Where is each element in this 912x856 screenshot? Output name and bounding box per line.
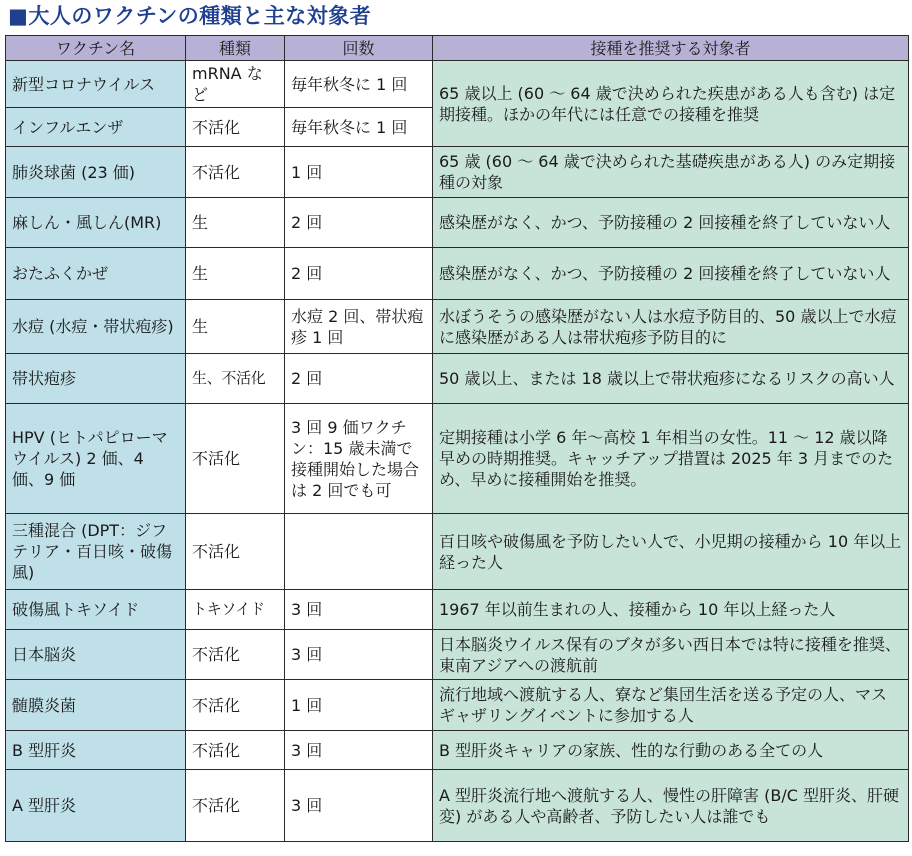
target-cell: 1967 年以前生まれの人、接種から 10 年以上経った人 — [433, 590, 909, 630]
target-cell: 感染歴がなく、かつ、予防接種の 2 回接種を終了していない人 — [433, 248, 909, 300]
target-cell: 日本脳炎ウイルス保有のブタが多い西日本では特に接種を推奨、東南アジアへの渡航前 — [433, 630, 909, 680]
type-cell: 生 — [186, 300, 285, 354]
target-cell: 水ぼうそうの感染歴がない人は水痘予防目的、50 歳以上で水痘に感染歴がある人は帯状疱疹予防目的に — [433, 300, 909, 354]
table-row — [6, 404, 909, 514]
vaccine-name-cell: 日本脳炎 — [6, 630, 186, 680]
count-cell: 2 回 — [285, 248, 433, 300]
type-cell: 不活化 — [186, 680, 285, 731]
target-cell: 50 歳以上、または 18 歳以上で帯状疱疹になるリスクの高い人 — [433, 354, 909, 404]
count-cell: 3 回 — [285, 590, 433, 630]
table-row — [6, 770, 909, 842]
vaccine-name-cell: 麻しん・風しん(MR) — [6, 198, 186, 248]
page-title: ■大人のワクチンの種類と主な対象者 — [8, 4, 372, 28]
vaccine-name-cell: 帯状疱疹 — [6, 354, 186, 404]
count-cell: 3 回 9 価ワクチン：15 歳未満で接種開始した場合は 2 回でも可 — [285, 404, 433, 514]
vaccine-name-cell: 破傷風トキソイド — [6, 590, 186, 630]
table-row — [6, 147, 909, 198]
type-cell: 生 — [186, 248, 285, 300]
target-cell: B 型肝炎キャリアの家族、性的な行動のある全ての人 — [433, 731, 909, 770]
type-cell: 不活化 — [186, 404, 285, 514]
type-cell: 不活化 — [186, 514, 285, 590]
count-cell: 水痘 2 回、帯状疱疹 1 回 — [285, 300, 433, 354]
target-cell: 感染歴がなく、かつ、予防接種の 2 回接種を終了していない人 — [433, 198, 909, 248]
table-header-row — [6, 36, 909, 61]
table-row — [6, 300, 909, 354]
count-cell — [285, 514, 433, 590]
header-vaccine-name: ワクチン名 — [6, 36, 186, 61]
count-cell: 3 回 — [285, 731, 433, 770]
header-target: 接種を推奨する対象者 — [433, 36, 909, 61]
header-type: 種類 — [186, 36, 285, 61]
table-row — [6, 514, 909, 590]
vaccine-name-cell: 新型コロナウイルス — [6, 61, 186, 108]
vaccine-table — [5, 35, 909, 842]
type-cell: 不活化 — [186, 147, 285, 198]
table-row — [6, 354, 909, 404]
target-cell: 定期接種は小学 6 年〜高校 1 年相当の女性。11 〜 12 歳以降早めの時期推奨。キャッチアップ措置は 2025 年 3 月までのため、早めに接種開始を推奨。 — [433, 404, 909, 514]
table-row — [6, 680, 909, 731]
table-row — [6, 198, 909, 248]
count-cell: 1 回 — [285, 147, 433, 198]
target-cell: 百日咳や破傷風を予防したい人で、小児期の接種から 10 年以上経った人 — [433, 514, 909, 590]
vaccine-name-cell: HPV (ヒトパピローマウイルス) 2 価、4 価、9 価 — [6, 404, 186, 514]
count-cell: 1 回 — [285, 680, 433, 731]
table-row — [6, 590, 909, 630]
vaccine-name-cell: 髄膜炎菌 — [6, 680, 186, 731]
type-cell: 生 — [186, 198, 285, 248]
vaccine-name-cell: 三種混合 (DPT：ジフテリア・百日咳・破傷風) — [6, 514, 186, 590]
table-row — [6, 61, 909, 108]
type-cell: 不活化 — [186, 108, 285, 147]
target-cell: A 型肝炎流行地へ渡航する人、慢性の肝障害 (B/C 型肝炎、肝硬変) がある人や高齢者、予防したい人は誰でも — [433, 770, 909, 842]
count-cell: 毎年秋冬に 1 回 — [285, 61, 433, 108]
count-cell: 2 回 — [285, 198, 433, 248]
header-count: 回数 — [285, 36, 433, 61]
count-cell: 2 回 — [285, 354, 433, 404]
type-cell: mRNA など — [186, 61, 285, 108]
target-cell: 流行地域へ渡航する人、寮など集団生活を送る予定の人、マスギャザリングイベントに参加する人 — [433, 680, 909, 731]
type-cell: トキソイド — [186, 590, 285, 630]
vaccine-name-cell: B 型肝炎 — [6, 731, 186, 770]
table-row — [6, 630, 909, 680]
table-row — [6, 731, 909, 770]
vaccine-name-cell: おたふくかぜ — [6, 248, 186, 300]
count-cell: 3 回 — [285, 630, 433, 680]
type-cell: 生、不活化 — [186, 354, 285, 404]
type-cell: 不活化 — [186, 770, 285, 842]
target-cell: 65 歳 (60 〜 64 歳で決められた基礎疾患がある人) のみ定期接種の対象 — [433, 147, 909, 198]
count-cell: 毎年秋冬に 1 回 — [285, 108, 433, 147]
type-cell: 不活化 — [186, 731, 285, 770]
vaccine-name-cell: A 型肝炎 — [6, 770, 186, 842]
table-row — [6, 248, 909, 300]
vaccine-name-cell: 水痘 (水痘・帯状疱疹) — [6, 300, 186, 354]
vaccine-name-cell: 肺炎球菌 (23 価) — [6, 147, 186, 198]
vaccine-name-cell: インフルエンザ — [6, 108, 186, 147]
count-cell: 3 回 — [285, 770, 433, 842]
target-cell-merged: 65 歳以上 (60 〜 64 歳で決められた疾患がある人も含む) は定期接種。ほかの年代には任意での接種を推奨 — [433, 61, 909, 147]
type-cell: 不活化 — [186, 630, 285, 680]
